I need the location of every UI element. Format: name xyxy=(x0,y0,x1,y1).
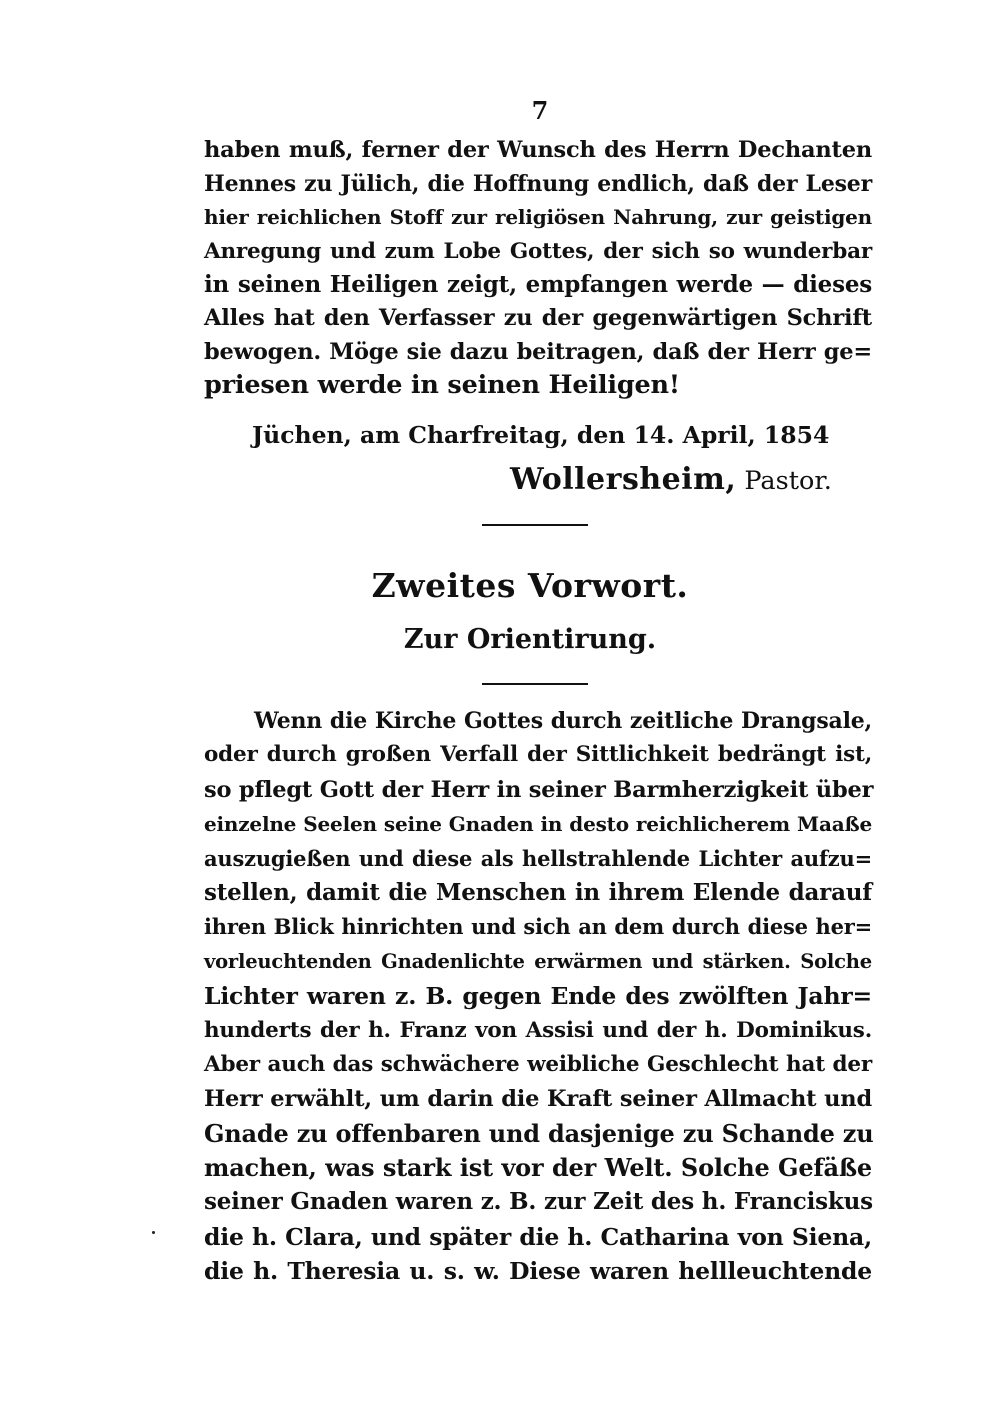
page-number: 7 xyxy=(531,96,549,125)
author-name: Wollersheim, xyxy=(510,462,737,497)
text-line: in seinen Heiligen zeigt, empfangen werde — dieses xyxy=(204,271,872,299)
text-line: so pflegt Gott der Herr in seiner Barmherzigkeit über xyxy=(204,776,874,803)
divider-rule xyxy=(482,683,588,685)
signoff-date-line: Jüchen, am Charfreitag, den 14. April, 1854 xyxy=(252,421,830,449)
text-line: Gnade zu offenbaren und dasjenige zu Schande zu xyxy=(204,1118,874,1148)
text-line: Hennes zu Jülich, die Hoffnung endlich, daß der Leser xyxy=(204,170,872,197)
divider-rule xyxy=(482,524,588,526)
scan-speck xyxy=(152,1231,155,1234)
text-line: priesen werde in seinen Heiligen! xyxy=(204,370,680,401)
text-line: Alles hat den Verfasser zu der gegenwärtigen Schrift xyxy=(204,304,872,331)
author-title: Pastor. xyxy=(744,466,832,496)
text-line: die h. Clara, und später die h. Catharina von Siena, xyxy=(204,1222,872,1251)
text-line: einzelne Seelen seine Gnaden in desto reichlicherem Maaße xyxy=(204,812,872,837)
text-line: Herr erwählt, um darin die Kraft seiner Allmacht und xyxy=(204,1086,872,1113)
body-paragraph xyxy=(204,704,872,1289)
preface-paragraph xyxy=(204,134,872,403)
text-line: die h. Theresia u. s. w. Diese waren hellleuchtende xyxy=(204,1257,872,1286)
section-subheading: Zur Orientirung. xyxy=(403,624,657,655)
text-line: oder durch großen Verfall der Sittlichkeit bedrängt ist, xyxy=(204,742,872,768)
text-line: hier reichlichen Stoff zur religiösen Nahrung, zur geistigen xyxy=(204,205,872,230)
text-line: machen, was stark ist vor der Welt. Solche Gefäße xyxy=(204,1153,872,1183)
signoff-signature xyxy=(510,462,840,499)
text-line: Lichter waren z. B. gegen Ende des zwölften Jahr= xyxy=(204,982,872,1011)
text-line: hunderts der h. Franz von Assisi und der h. Dominikus. xyxy=(204,1017,872,1043)
text-line: bewogen. Möge sie dazu beitragen, daß der Herr ge= xyxy=(204,338,872,365)
text-line: haben muß, ferner der Wunsch des Herrn Dechanten xyxy=(204,137,872,163)
text-line: vorleuchtenden Gnadenlichte erwärmen und stärken. Solche xyxy=(204,949,872,973)
text-line: seiner Gnaden waren z. B. zur Zeit des h. Franciskus xyxy=(204,1188,873,1216)
text-line: ihren Blick hinrichten und sich an dem durch diese her= xyxy=(204,914,872,940)
section-heading: Zweites Vorwort. xyxy=(371,566,689,605)
text-line: Aber auch das schwächere weibliche Geschlecht hat der xyxy=(204,1051,872,1077)
text-line: Anregung und zum Lobe Gottes, der sich so wunderbar xyxy=(204,238,872,264)
text-line: auszugießen und diese als hellstrahlende Lichter aufzu= xyxy=(204,845,872,871)
text-line: stellen, damit die Menschen in ihrem Elende darauf xyxy=(204,878,872,906)
text-line: Wenn die Kirche Gottes durch zeitliche Drangsale, xyxy=(254,708,872,734)
